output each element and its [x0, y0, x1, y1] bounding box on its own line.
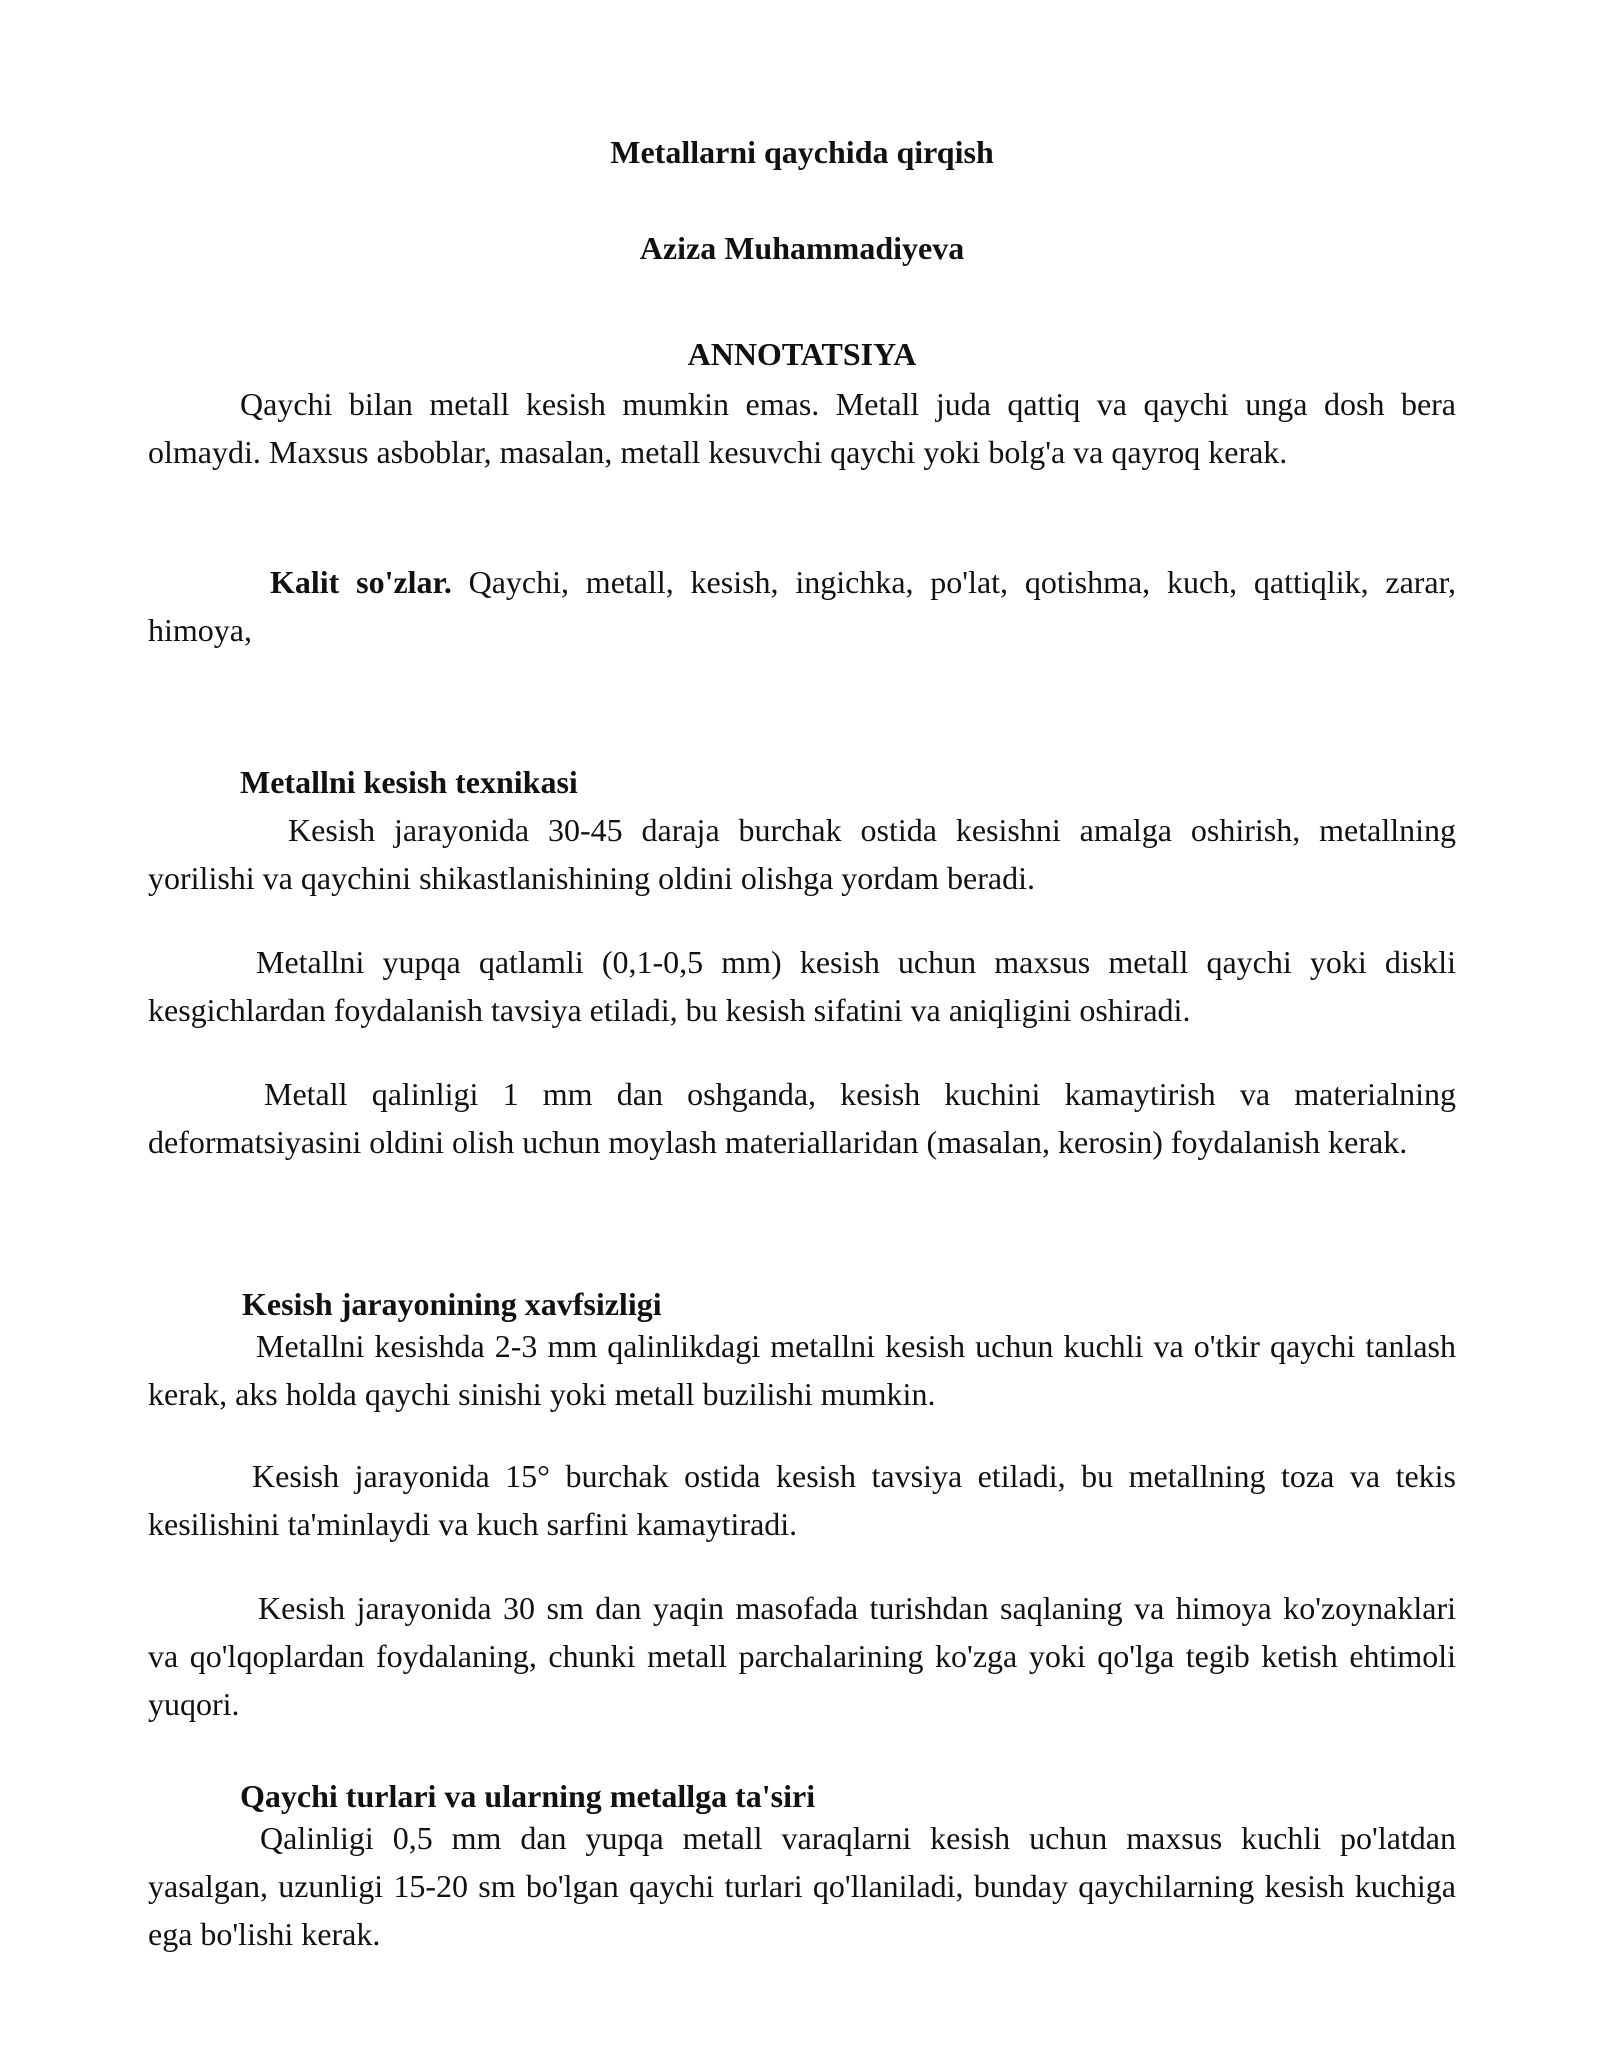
document-title: Metallarni qaychida qirqish: [610, 134, 994, 170]
section-heading: Qaychi turlari va ularning metallga ta'siri: [240, 1778, 816, 1814]
keywords-label: Kalit so'zlar.: [270, 564, 452, 600]
section-paragraph: Kesish jarayonida 30-45 daraja burchak ostida kesishni amalga oshirish, metallning yorilishi va qaychini shikastlanishining oldini olishga yordam beradi.: [148, 812, 1456, 896]
section-heading: Metallni kesish texnikasi: [240, 764, 578, 800]
section-paragraph: Metall qalinligi 1 mm dan oshganda, kesish kuchini kamaytirish va materialning deformatsiyasini oldini olish uchun moylash materiallaridan (masalan, kerosin) foydalanish kerak.: [148, 1076, 1456, 1160]
keywords-paragraph: [148, 558, 1456, 654]
section-paragraph: Kesish jarayonida 30 sm dan yaqin masofada turishdan saqlaning va himoya ko'zoynaklari va qo'lqoplardan foydalaning, chunki metall parchalarining ko'zga yoki qo'lga tegib ketish ehtimoli yuqori.: [148, 1590, 1456, 1722]
section-paragraph: Qalinligi 0,5 mm dan yupqa metall varaqlarni kesish uchun maxsus kuchli po'latdan yasalgan, uzunligi 15-20 sm bo'lgan qaychi turlari qo'llaniladi, bunday qaychilarning kesish kuchiga ega bo'lishi kerak.: [148, 1820, 1456, 1952]
section-paragraph: Metallni yupqa qatlamli (0,1-0,5 mm) kesish uchun maxsus metall qaychi yoki diskli kesgichlardan foydalanish tavsiya etiladi, bu kesish sifatini va aniqligini oshiradi.: [148, 944, 1456, 1028]
section-paragraph: Metallni kesishda 2-3 mm qalinlikdagi metallni kesish uchun kuchli va o'tkir qaychi tanlash kerak, aks holda qaychi sinishi yoki metall buzilishi mumkin.: [148, 1328, 1456, 1412]
section-paragraph: Kesish jarayonida 15° burchak ostida kesish tavsiya etiladi, bu metallning toza va tekis kesilishini ta'minlaydi va kuch sarfini kamaytiradi.: [148, 1458, 1456, 1542]
abstract-heading: ANNOTATSIYA: [687, 336, 917, 372]
section-heading: Kesish jarayonining xavfsizligi: [242, 1286, 662, 1322]
author-name: Aziza Muhammadiyeva: [639, 230, 965, 266]
abstract-text: Qaychi bilan metall kesish mumkin emas. Metall juda qattiq va qaychi unga dosh bera olmaydi. Maxsus asboblar, masalan, metall kesuvchi qaychi yoki bolg'a va qayroq kerak.: [148, 386, 1456, 470]
keywords-text: Qaychi, metall, kesish, ingichka, po'lat, qotishma, kuch, qattiqlik, zarar, himoya,: [148, 564, 1457, 648]
